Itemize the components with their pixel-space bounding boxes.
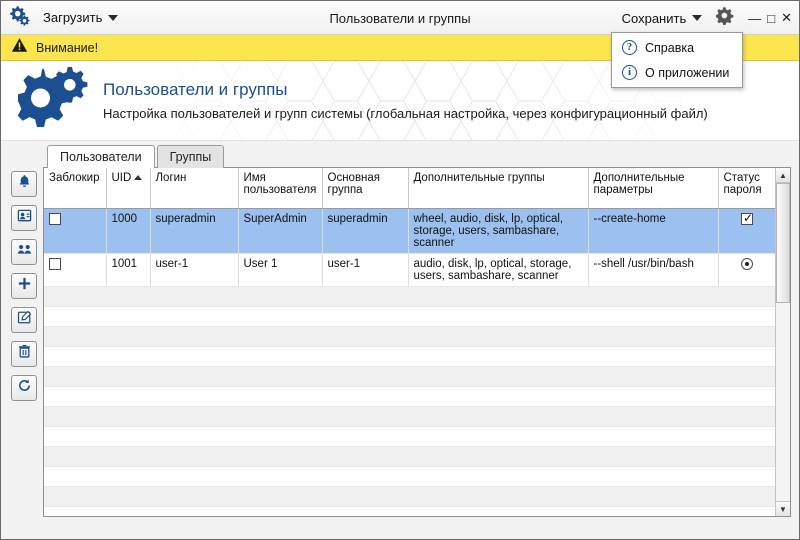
- cell-pwstatus[interactable]: [718, 253, 775, 286]
- password-status-radio[interactable]: [741, 258, 753, 270]
- column-header-pwstatus[interactable]: [718, 168, 775, 208]
- info-icon: i: [622, 65, 637, 80]
- app-gears-icon: [9, 4, 31, 31]
- table-header-row: [44, 168, 775, 208]
- cell-params: --shell /usr/bin/bash: [588, 253, 718, 286]
- column-header-uid[interactable]: [106, 168, 150, 208]
- notifications-bell-button[interactable]: [11, 171, 37, 197]
- title-bar-right: [618, 1, 793, 35]
- scroll-down-button[interactable]: ▼: [776, 501, 790, 516]
- settings-gear-icon[interactable]: [716, 6, 735, 30]
- refresh-icon: [17, 378, 32, 398]
- refresh-button[interactable]: [11, 375, 37, 401]
- cell-username: User 1: [238, 253, 322, 286]
- warning-text: Внимание!: [36, 40, 99, 55]
- cell-maingroup: user-1: [322, 253, 408, 286]
- menu-item-about-label: О приложении: [645, 65, 730, 80]
- load-menu-button[interactable]: [39, 7, 122, 28]
- users-table: [44, 168, 775, 516]
- cell-locked[interactable]: [44, 253, 106, 286]
- table-row[interactable]: [44, 253, 775, 286]
- cell-username: SuperAdmin: [238, 208, 322, 253]
- table-row-empty[interactable]: [44, 446, 775, 466]
- title-bar: [1, 1, 799, 35]
- cell-groups: wheel, audio, disk, lp, optical, storage, users, sambashare, scanner: [408, 208, 588, 253]
- scroll-up-button[interactable]: ▲: [776, 168, 790, 183]
- left-toolbar: [5, 167, 43, 517]
- user-card-button[interactable]: [11, 205, 37, 231]
- column-header-maingroup[interactable]: [322, 168, 408, 208]
- groups-button[interactable]: [11, 239, 37, 265]
- window-controls: [747, 10, 793, 26]
- column-header-login[interactable]: [150, 168, 238, 208]
- tab-bar: [1, 141, 799, 167]
- warning-triangle-icon: [11, 37, 28, 58]
- cell-pwstatus[interactable]: [718, 208, 775, 253]
- minimize-button[interactable]: —: [748, 10, 762, 26]
- table-row-empty[interactable]: [44, 366, 775, 386]
- table-row-empty[interactable]: [44, 346, 775, 366]
- users-table-scrollarea: [44, 168, 775, 516]
- cell-locked[interactable]: [44, 208, 106, 253]
- user-card-icon: [17, 208, 32, 228]
- cell-login: superadmin: [150, 208, 238, 253]
- delete-button[interactable]: [11, 341, 37, 367]
- page-title: Пользователи и группы: [103, 80, 288, 99]
- table-row-empty[interactable]: [44, 326, 775, 346]
- column-header-maingroup-label: Основная группа: [327, 172, 381, 196]
- scrollbar-thumb[interactable]: [776, 183, 790, 303]
- table-row[interactable]: [44, 208, 775, 253]
- cell-maingroup: superadmin: [322, 208, 408, 253]
- column-header-params[interactable]: [588, 168, 718, 208]
- column-header-locked[interactable]: [44, 168, 106, 208]
- pencil-icon: [17, 310, 32, 330]
- column-header-pwstatus-label: Статус пароля: [723, 172, 762, 196]
- column-header-locked-label: Заблокир: [49, 172, 100, 184]
- table-row-empty[interactable]: [44, 386, 775, 406]
- users-group-icon: [17, 242, 32, 262]
- menu-item-about[interactable]: [612, 60, 742, 85]
- save-dropdown-menu[interactable]: [611, 32, 743, 88]
- edit-button[interactable]: [11, 307, 37, 333]
- load-menu-label: Загрузить: [43, 10, 103, 25]
- tab-groups[interactable]: [157, 145, 225, 168]
- column-header-groups[interactable]: [408, 168, 588, 208]
- trash-icon: [17, 344, 32, 364]
- table-row-empty[interactable]: [44, 306, 775, 326]
- title-bar-left: [1, 4, 122, 31]
- chevron-down-icon: [108, 15, 118, 21]
- locked-checkbox[interactable]: [49, 258, 61, 270]
- tab-groups-label: Группы: [169, 150, 212, 164]
- table-row-empty[interactable]: [44, 286, 775, 306]
- bell-icon: [17, 174, 32, 194]
- scrollbar-track[interactable]: [776, 183, 790, 501]
- save-menu-label: Сохранить: [621, 10, 687, 26]
- close-button[interactable]: ✕: [781, 10, 792, 25]
- menu-item-help[interactable]: [612, 35, 742, 60]
- cell-params: --create-home: [588, 208, 718, 253]
- column-header-groups-label: Дополнительные группы: [413, 172, 545, 184]
- column-header-login-label: Логин: [155, 172, 187, 184]
- column-header-uid-label: UID: [111, 172, 132, 184]
- table-row-empty[interactable]: [44, 426, 775, 446]
- column-header-username-label: Имя пользователя: [243, 172, 317, 196]
- gears-icon: [15, 65, 89, 136]
- locked-checkbox[interactable]: [49, 213, 61, 225]
- content-area: [1, 167, 799, 525]
- users-table-body: [44, 208, 775, 516]
- cell-uid: 1000: [106, 208, 150, 253]
- tab-users[interactable]: [47, 145, 155, 168]
- add-button[interactable]: [11, 273, 37, 299]
- menu-item-help-label: Справка: [645, 40, 695, 55]
- cell-groups: audio, disk, lp, optical, storage, users, sambashare, scanner: [408, 253, 588, 286]
- chevron-down-icon: [692, 15, 702, 21]
- window-title: Пользователи и группы: [329, 10, 471, 26]
- cell-uid: 1001: [106, 253, 150, 286]
- page-subtitle: Настройка пользователей и групп системы (глобальная настройка, через конфигурационный файл): [103, 106, 708, 121]
- column-header-params-label: Дополнительные параметры: [593, 172, 685, 196]
- save-menu-button[interactable]: [618, 8, 707, 29]
- password-status-checkbox[interactable]: [741, 213, 753, 225]
- status-bar: [1, 525, 799, 539]
- column-header-username[interactable]: [238, 168, 322, 208]
- table-vertical-scrollbar[interactable]: [775, 168, 790, 516]
- table-row-empty[interactable]: [44, 466, 775, 486]
- question-icon: ?: [622, 40, 637, 55]
- plus-icon: [17, 276, 32, 296]
- sort-ascending-icon: [134, 175, 142, 180]
- users-table-container: [43, 167, 791, 517]
- table-row-empty[interactable]: [44, 506, 775, 516]
- cell-login: user-1: [150, 253, 238, 286]
- table-row-empty[interactable]: [44, 486, 775, 506]
- maximize-button[interactable]: □: [767, 10, 776, 26]
- table-row-empty[interactable]: [44, 406, 775, 426]
- tab-users-label: Пользователи: [60, 150, 142, 164]
